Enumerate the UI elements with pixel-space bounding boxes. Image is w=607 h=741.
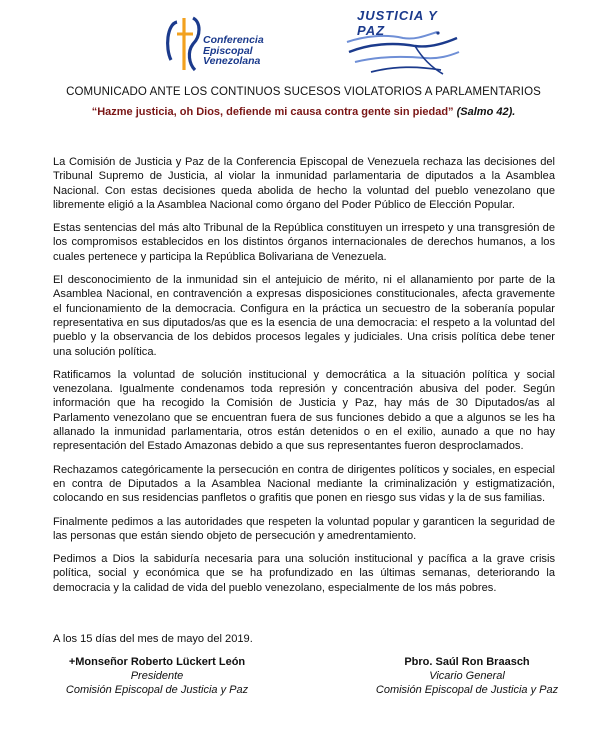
paragraph: Estas sentencias del más alto Tribunal de la República constituyen un irrespeto y una transgresión de los compromisos establecidos en los distintos órganos internacionales de derechos humanos, a los cuales pertenece y participa la República Bolivariana de Venezuela.: [53, 222, 555, 263]
justicia-y-paz-logo-title: JUSTICIA Y PAZ: [357, 8, 438, 38]
signature-vicar: [362, 655, 572, 697]
epigraph-quote: [0, 106, 607, 118]
signatory-role: Vicario General: [429, 670, 505, 682]
cev-logo-text: Conferencia Episcopal Venezolana: [203, 34, 264, 67]
justicia-y-paz-logo: [345, 8, 465, 82]
paragraph: El desconocimiento de la inmunidad sin el antejuicio de mérito, ni el allanamiento por parte de la Asamblea Nacional, en contravención a expresas disposiciones constitucionales, afecta gravemente el funcionamiento de la democracia. Configura en la práctica un secuestro de la soberanía popular representativa en sus diputados/as que es la esencia de una democracia: el respeto a la voluntad del pueblo y la observancia de los debidos procesos legales y judiciales. Una crisis política debe tener una solución política.: [53, 274, 555, 358]
paragraph: Pedimos a Dios la sabiduría necesaria para una solución institucional y pacífica a la grave crisis política, social y económica que se ha profundizado en las últimas semanas, deteriorando la democracia y la calidad de vida del pueblo venezolano, especialmente de los más pobres.: [53, 553, 555, 594]
paragraph: La Comisión de Justicia y Paz de la Conferencia Episcopal de Venezuela rechaza las decisiones del Tribunal Supremo de Justicia, al violar la inmunidad parlamentaria de diputados a la Asamblea Nacional. Con estas decisiones queda abolida de hecho la voluntad del pueblo venezolano que libremente eligió a la Asamblea Nacional como órgano del Poder Público de Elección Popular.: [53, 156, 555, 211]
signatory-role: Presidente: [130, 670, 184, 682]
cev-emblem-icon: [163, 14, 203, 74]
signatory-name: Pbro. Saúl Ron Braasch: [404, 656, 530, 668]
page-title: COMUNICADO ANTE LOS CONTINUOS SUCESOS VIOLATORIOS A PARLAMENTARIOS: [66, 86, 541, 98]
signatory-organization: Comisión Episcopal de Justicia y Paz: [375, 684, 559, 696]
signatory-name: +Monseñor Roberto Lückert León: [68, 656, 246, 668]
quote-reference: (Salmo 42).: [456, 106, 516, 118]
signature-president: [52, 655, 262, 697]
quote-text: “Hazme justicia, oh Dios, defiende mi causa contra gente sin piedad”: [91, 106, 454, 118]
cev-logo: [163, 14, 293, 74]
paragraph: Ratificamos la voluntad de solución institucional y democrática a la situación política y social venezolana. Igualmente condenamos toda represión y concentración abusiva del poder. Según información que ha recogido la Comisión de Justicia y Paz, hay más de 30 Diputados/as al Parlamento venezolano que se encuentran fuera de sus funciones debido a que a algunos se les ha allanado la inmunidad parlamentaria, otros están detenidos o en el exilio, aunado a que no hay representación del Estado Amazonas debido a que sus representantes fueron desproclamados.: [53, 368, 555, 453]
dove-icon: [345, 26, 465, 82]
signatory-organization: Comisión Episcopal de Justicia y Paz: [65, 684, 249, 696]
document-date: A los 15 días del mes de mayo del 2019.: [53, 633, 253, 645]
communique-body: [53, 155, 555, 604]
paragraph: Finalmente pedimos a las autoridades que respeten la voluntad popular y garanticen la seguridad de las personas que están siendo objeto de persecución y amedrentamiento.: [53, 515, 555, 542]
paragraph: Rechazamos categóricamente la persecución en contra de dirigentes políticos y sociales, en especial en contra de Diputados a la Asamblea Nacional mediante la criminalización y estigmatización, colocando en sus residencias panfletos o grafitis que ponen en riesgo sus vidas y la de sus familias.: [53, 463, 555, 505]
